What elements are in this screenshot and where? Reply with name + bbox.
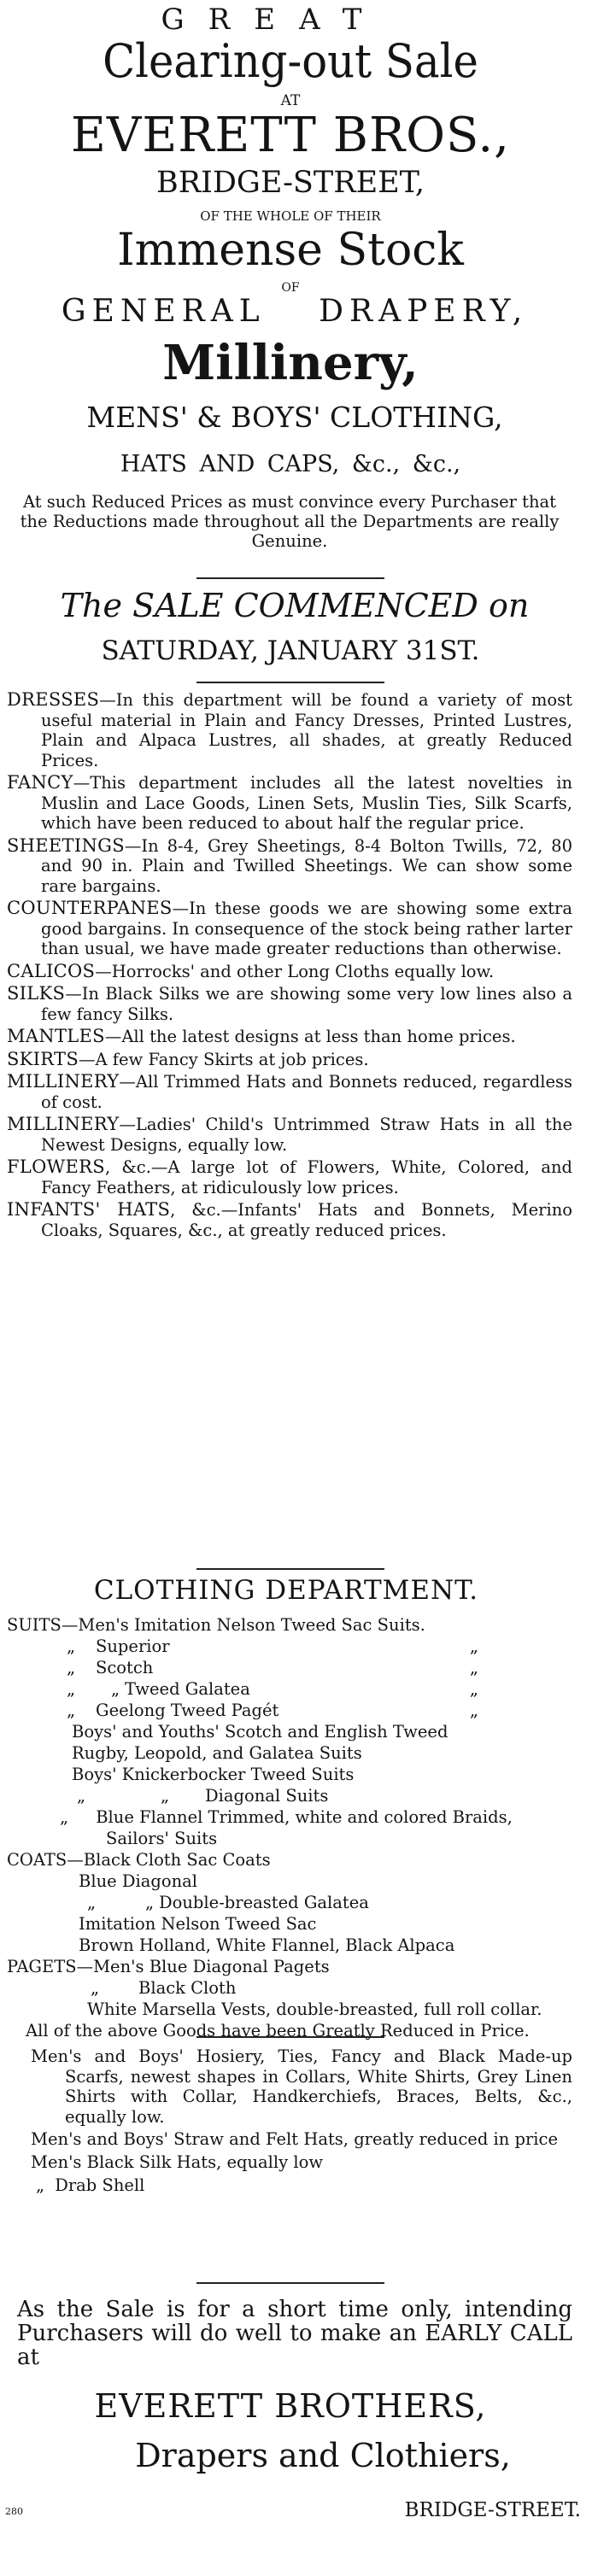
footer-street: BRIDGE-STREET. xyxy=(404,2499,581,2521)
suits-line-4: „ „ Tweed Galatea „ xyxy=(66,1679,478,1699)
suits-line-7: Rugby, Leopold, and Galatea Suits xyxy=(72,1743,362,1763)
headline-clearing-out-sale: Clearing-out Sale xyxy=(103,34,478,88)
departments-list xyxy=(7,690,572,1243)
dept-flowers: FLOWERS, &c.—A large lot of Flowers, White, Colored, and Fancy Feathers, at ridiculously low prices. xyxy=(7,1156,572,1197)
divider-3 xyxy=(196,1568,384,1570)
coats-line-1: COATS—Black Cloth Sac Coats xyxy=(7,1850,271,1870)
suits-line-9: „ „ Diagonal Suits xyxy=(76,1786,329,1806)
pagets-line-3: White Marsella Vests, double-breasted, full roll collar. xyxy=(87,1999,542,2019)
sale-date: SATURDAY, JANUARY 31ST. xyxy=(101,635,480,666)
general-drapery: GENERAL DRAPERY, xyxy=(61,294,529,329)
firm-name: EVERETT BROS., xyxy=(71,108,510,163)
sale-commenced: The SALE COMMENCED on xyxy=(60,587,530,624)
headline-millinery: Millinery, xyxy=(162,335,419,391)
dept-infants-hats: INFANTS' HATS, &c.—Infants' Hats and Bonnets, Merino Cloaks, Squares, &c., at greatly reduced prices. xyxy=(7,1199,573,1240)
divider-2 xyxy=(196,682,384,683)
dept-mantles: MANTLES—All the latest designs at less than home prices. xyxy=(7,1026,516,1046)
divider-1 xyxy=(196,577,384,579)
dept-calicos: CALICOS—Horrocks' and other Long Cloths equally low. xyxy=(7,960,495,981)
suits-line-5: „ Geelong Tweed Pagét „ xyxy=(66,1701,478,1720)
footer-firm-name: EVERETT BROTHERS, xyxy=(94,2387,487,2425)
firm-street: BRIDGE-STREET, xyxy=(155,166,425,200)
pagets-line-1: PAGETS—Men's Blue Diagonal Pagets xyxy=(7,1957,330,1976)
word-of: OF xyxy=(281,281,300,295)
suits-line-3: „ Scotch „ xyxy=(66,1658,478,1677)
dept-silks: SILKS—In Black Silks we are showing some very low lines also a few fancy Silks. xyxy=(7,983,572,1024)
suits-line-6: Boys' and Youths' Scotch and English Tweed xyxy=(72,1722,448,1742)
whole-of-their: OF THE WHOLE OF THEIR xyxy=(200,208,381,224)
divider-4 xyxy=(196,2036,384,2038)
dept-millinery-trimmed: MILLINERY—All Trimmed Hats and Bonnets reduced, regardless of cost. xyxy=(7,1071,572,1112)
hosiery-line-2: Men's and Boys' Straw and Felt Hats, greatly reduced in price xyxy=(31,2129,558,2149)
headline-great: GREAT xyxy=(161,3,386,37)
coats-line-5: Brown Holland, White Flannel, Black Alpaca xyxy=(79,1935,455,1955)
dept-fancy: FANCY—This department includes all the latest novelties in Muslin and Lace Goods, Linen Sets, Muslin Ties, Silk Scarfs, which have been reduced to about half the regular price. xyxy=(7,772,572,833)
hats-and-caps: HATS AND CAPS, &c., &c., xyxy=(120,451,461,477)
headline-immense-stock: Immense Stock xyxy=(117,225,464,276)
pagets-line-2: „ Black Cloth xyxy=(90,1978,237,1998)
coats-line-4: Imitation Nelson Tweed Sac xyxy=(79,1914,317,1934)
hosiery-list xyxy=(31,2046,572,2196)
dept-millinery-untrimmed: MILLINERY—Ladies' Child's Untrimmed Straw Hats in all the Newest Designs, equally low. xyxy=(7,1114,572,1155)
closing-text: As the Sale is for a short time only, intending Purchasers will do well to make an EARLY CALL at xyxy=(17,2297,572,2370)
clothing-department-title: CLOTHING DEPARTMENT. xyxy=(93,1575,479,1606)
suits-line-8: Boys' Knickerbocker Tweed Suits xyxy=(72,1765,355,1784)
hosiery-line-4: „ Drab Shell xyxy=(35,2175,145,2195)
hosiery-line-1: Men's and Boys' Hosiery, Ties, Fancy and Black Made-up Scarfs, newest shapes in Collars, White Shirts, Grey Linen Shirts with Collar, Handkerchiefs, Braces, Belts, &c., equally low. xyxy=(31,2046,572,2127)
reduced-note: All of the above Goods have been Greatly Reduced in Price. xyxy=(26,2021,530,2040)
suits-line-2: „ Superior „ xyxy=(66,1636,478,1656)
suits-line-1: SUITS—Men's Imitation Nelson Tweed Sac Suits. xyxy=(7,1615,425,1635)
clothing-list xyxy=(7,1614,572,2041)
footer-code: 280 xyxy=(5,2506,23,2517)
coats-line-2: Blue Diagonal xyxy=(79,1871,198,1891)
dept-counterpanes: COUNTERPANES—In these goods we are showing some extra good bargains. In consequence of the stock being rather larter than usual, we have made greater reductions than otherwise. xyxy=(7,898,573,958)
divider-5 xyxy=(196,2282,384,2284)
hosiery-line-3: Men's Black Silk Hats, equally low xyxy=(31,2152,324,2172)
dept-sheetings: SHEETINGS—In 8-4, Grey Sheetings, 8-4 Bolton Twills, 72, 80 and 90 in. Plain and Twilled Sheetings. We can show some rare bargains. xyxy=(7,834,572,896)
coats-line-3: „ „ Double-breasted Galatea xyxy=(86,1893,369,1912)
dept-dresses: DRESSES—In this department will be found a variety of most useful material in Plain and Fancy Dresses, Printed Lustres, Plain and Alpaca Lustres, all shades, at greatly Reduced Prices. xyxy=(7,689,572,770)
mens-boys-clothing: MENS' & BOYS' CLOTHING, xyxy=(86,401,503,434)
word-at: AT xyxy=(280,92,301,109)
suits-line-10: „ Blue Flannel Trimmed, white and colored Braids, Sailors' Suits xyxy=(59,1807,513,1848)
reduced-prices-text: At such Reduced Prices as must convince every Purchaser that the Reductions made throughout all the Departments are really Genuine. xyxy=(20,492,560,551)
footer-trade: Drapers and Clothiers, xyxy=(135,2437,511,2474)
dept-skirts: SKIRTS—A few Fancy Skirts at job prices. xyxy=(7,1048,369,1069)
